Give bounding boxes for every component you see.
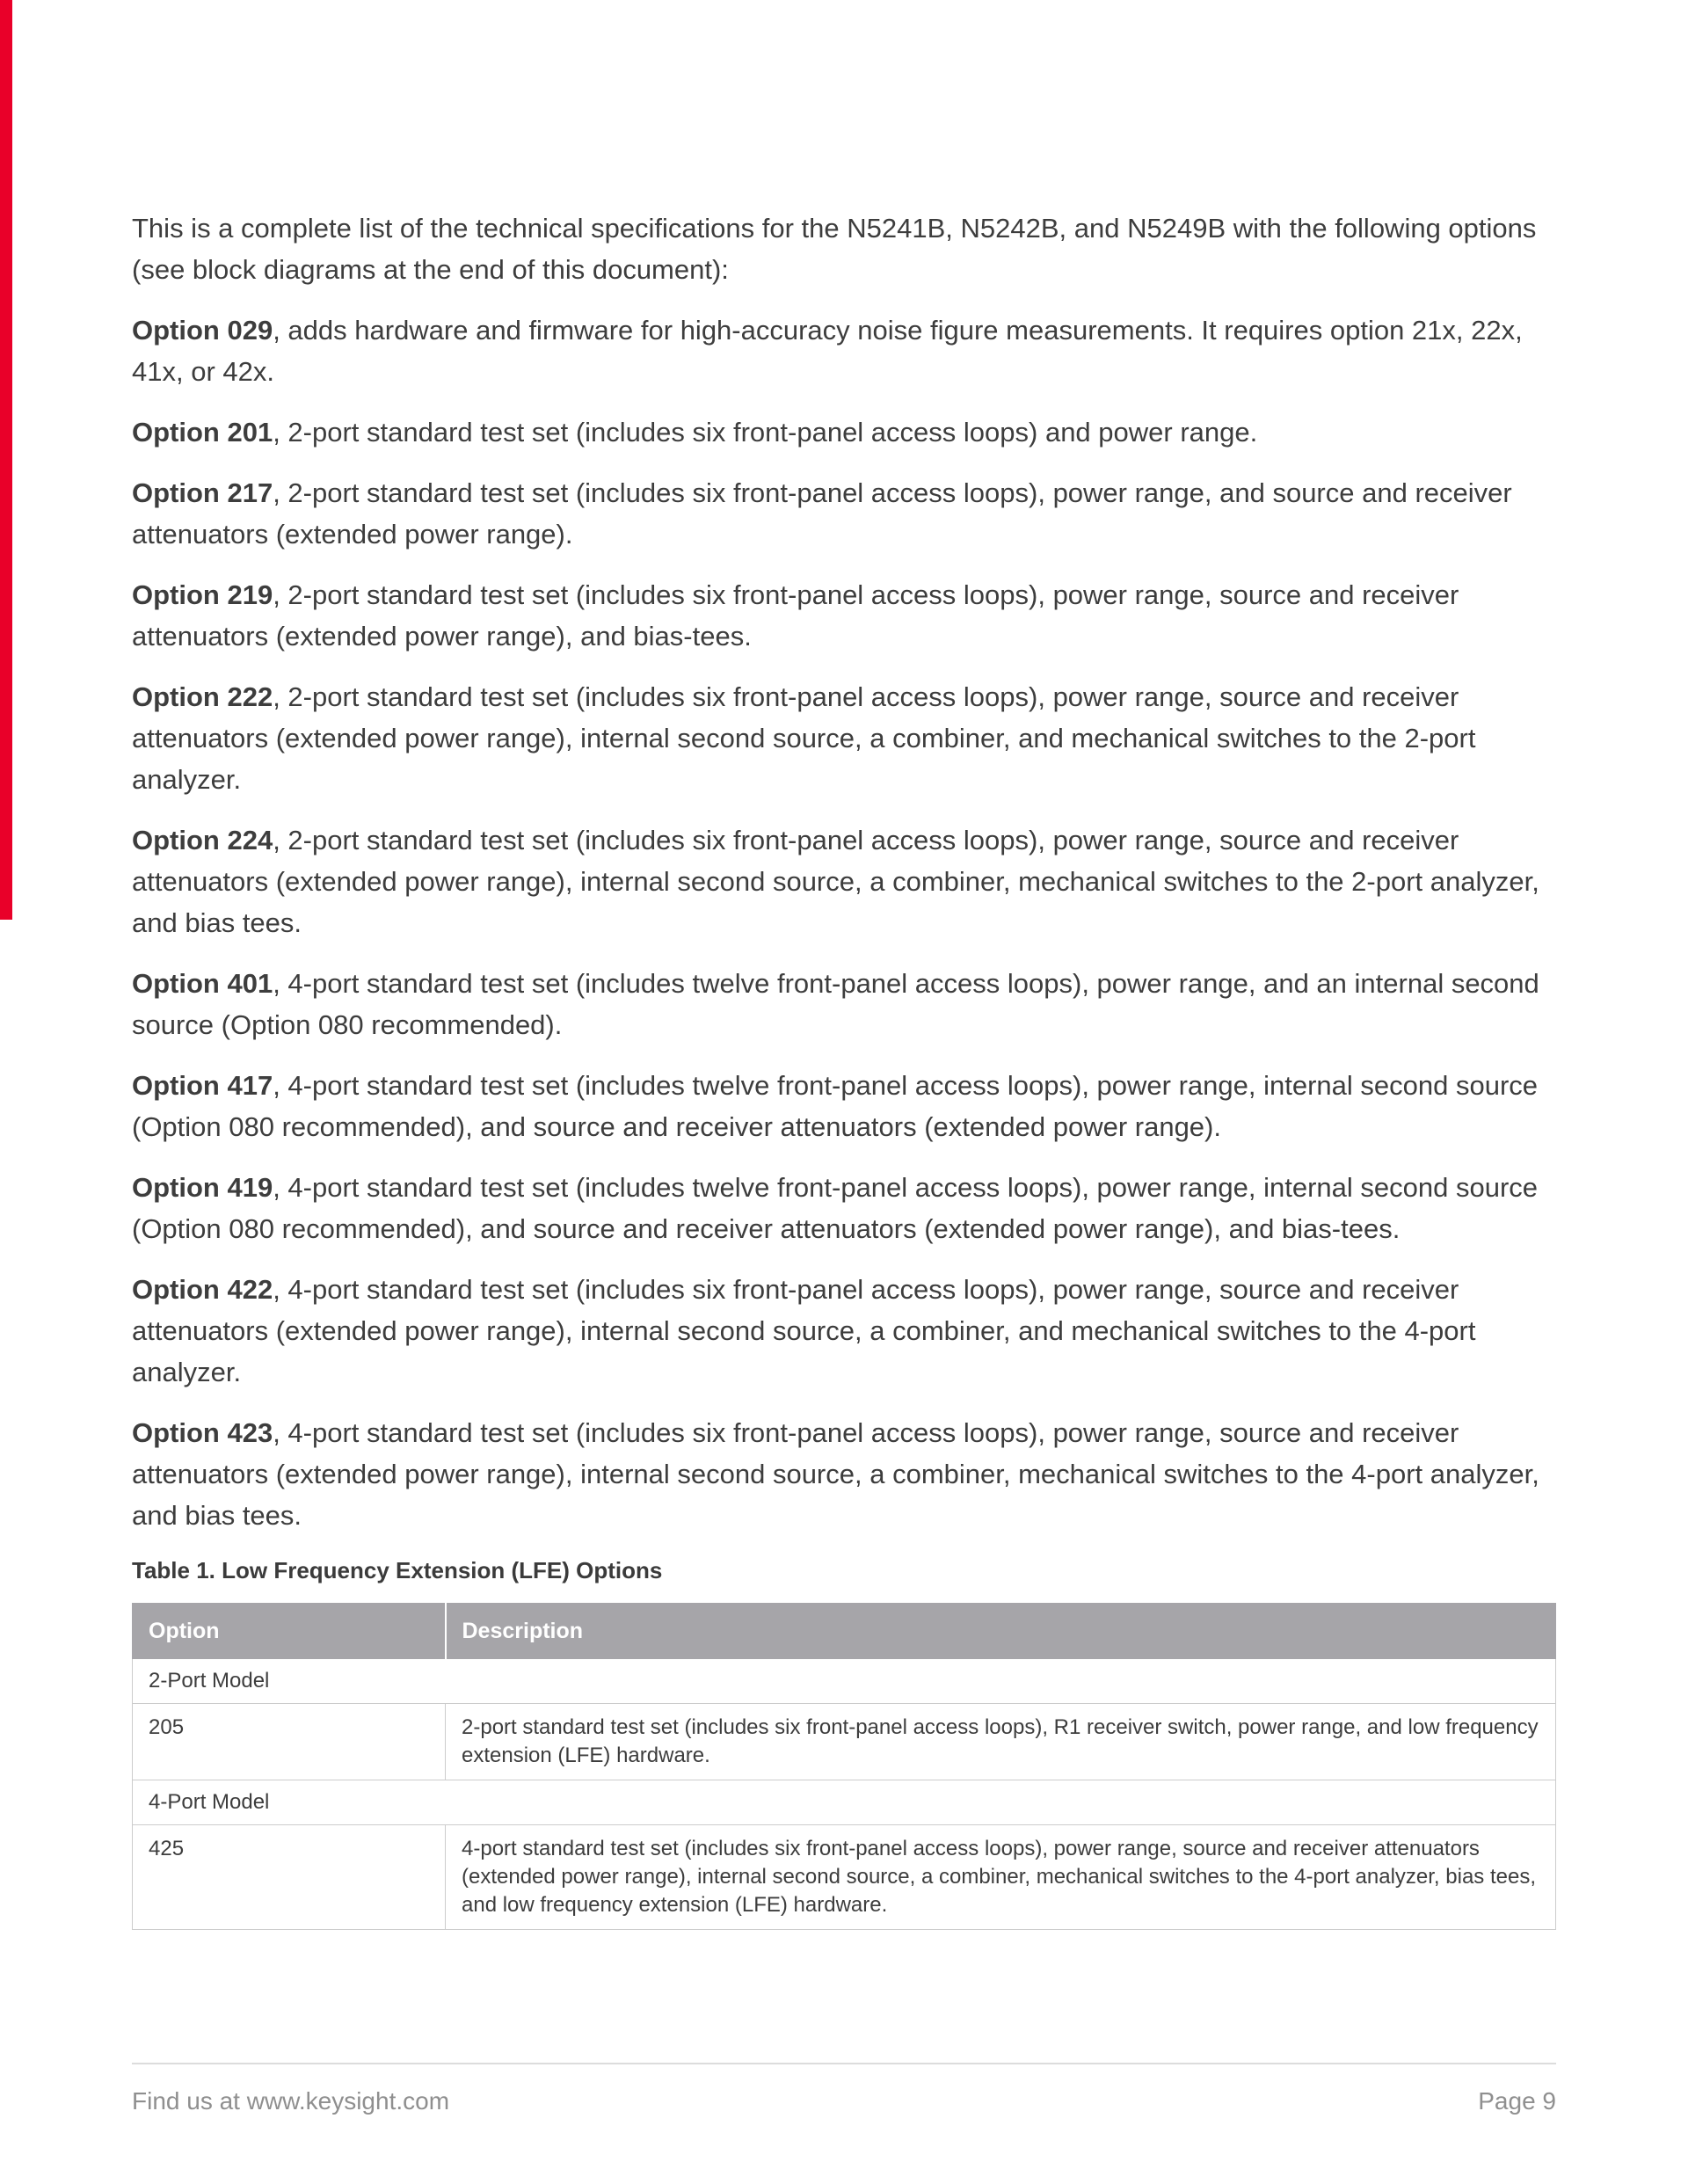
table-header-row [133, 1604, 1556, 1659]
option-label: Option 029 [132, 315, 273, 346]
table-section-label: 2-Port Model [133, 1659, 1556, 1704]
option-label: Option 201 [132, 417, 273, 448]
option-label: Option 217 [132, 477, 273, 508]
option-text: , 4-port standard test set (includes six front-panel access loops), power range, source and receiver attenuators (extended power range), internal second source, a combiner, mechanical switches to the 4-port analyzer, and bias tees. [132, 1417, 1539, 1531]
table-section-label: 4-Port Model [133, 1780, 1556, 1825]
footer-page-number: Page 9 [1478, 2087, 1556, 2115]
option-paragraph-029 [132, 309, 1556, 392]
option-text: , adds hardware and firmware for high-accuracy noise figure measurements. It requires option 21x, 22x, 41x, or 42x. [132, 315, 1523, 387]
table-cell-option: 205 [133, 1704, 446, 1780]
option-text: , 2-port standard test set (includes six front-panel access loops), power range, source and receiver attenuators (extended power range), and bias-tees. [132, 579, 1459, 652]
lfe-options-table [132, 1603, 1556, 1930]
option-text: , 2-port standard test set (includes six front-panel access loops), power range, source and receiver attenuators (extended power range), internal second source, a combiner, and mechanical switches to the 2-port analyzer. [132, 681, 1476, 795]
option-label: Option 224 [132, 825, 273, 855]
option-label: Option 417 [132, 1070, 273, 1101]
option-paragraph-201 [132, 411, 1556, 453]
table-section-row-2port [133, 1659, 1556, 1704]
option-paragraph-401 [132, 963, 1556, 1045]
option-paragraph-417 [132, 1065, 1556, 1147]
option-paragraph-419 [132, 1167, 1556, 1249]
option-label: Option 219 [132, 579, 273, 610]
option-text: , 4-port standard test set (includes twelve front-panel access loops), power range, internal second source (Option 080 recommended), and source and receiver attenuators (extended power range). [132, 1070, 1539, 1142]
option-paragraph-224 [132, 819, 1556, 943]
option-label: Option 419 [132, 1172, 273, 1203]
option-paragraph-422 [132, 1269, 1556, 1393]
option-text: , 2-port standard test set (includes six front-panel access loops), power range, source and receiver attenuators (extended power range), internal second source, a combiner, mechanical switches to the 2-port analyzer, and bias tees. [132, 825, 1539, 938]
footer-website-link[interactable]: Find us at www.keysight.com [132, 2087, 450, 2115]
option-label: Option 423 [132, 1417, 273, 1448]
option-label: Option 422 [132, 1274, 273, 1305]
option-paragraph-219 [132, 574, 1556, 657]
table-row-205 [133, 1704, 1556, 1780]
table-caption: Table 1. Low Frequency Extension (LFE) Options [132, 1557, 663, 1583]
table-cell-option: 425 [133, 1825, 446, 1930]
option-text: , 2-port standard test set (includes six front-panel access loops) and power range. [273, 417, 1258, 448]
red-accent-stripe [0, 0, 12, 920]
option-label: Option 401 [132, 968, 273, 999]
page-footer [132, 2063, 1556, 2115]
option-text: , 4-port standard test set (includes six front-panel access loops), power range, source and receiver attenuators (extended power range), internal second source, a combiner, and mechanical switches to the 4-port analyzer. [132, 1274, 1476, 1387]
table-header-option: Option [133, 1604, 446, 1659]
option-paragraph-222 [132, 676, 1556, 800]
option-text: , 2-port standard test set (includes six front-panel access loops), power range, and source and receiver attenuators (extended power range). [132, 477, 1512, 550]
intro-paragraph: This is a complete list of the technical specifications for the N5241B, N5242B, and N5249B with the following options (see block diagrams at the end of this document): [132, 213, 1537, 285]
table-row-425 [133, 1825, 1556, 1930]
option-text: , 4-port standard test set (includes twelve front-panel access loops), power range, internal second source (Option 080 recommended), and source and receiver attenuators (extended power range), and bias-tees. [132, 1172, 1539, 1244]
option-text: , 4-port standard test set (includes twelve front-panel access loops), power range, and an internal second source (Option 080 recommended). [132, 968, 1539, 1040]
option-paragraph-217 [132, 472, 1556, 555]
table-cell-description: 4-port standard test set (includes six front-panel access loops), power range, source and receiver attenuators (extended power range), internal second source, a combiner, mechanical switches to the 4-port analyzer, bias tees, and low frequency extension (LFE) hardware. [446, 1825, 1556, 1930]
option-label: Option 222 [132, 681, 273, 712]
table-section-row-4port [133, 1780, 1556, 1825]
table-header-description: Description [446, 1604, 1556, 1659]
page-content [132, 207, 1556, 1930]
table-cell-description: 2-port standard test set (includes six front-panel access loops), R1 receiver switch, power range, and low frequency extension (LFE) hardware. [446, 1704, 1556, 1780]
option-paragraph-423 [132, 1412, 1556, 1536]
